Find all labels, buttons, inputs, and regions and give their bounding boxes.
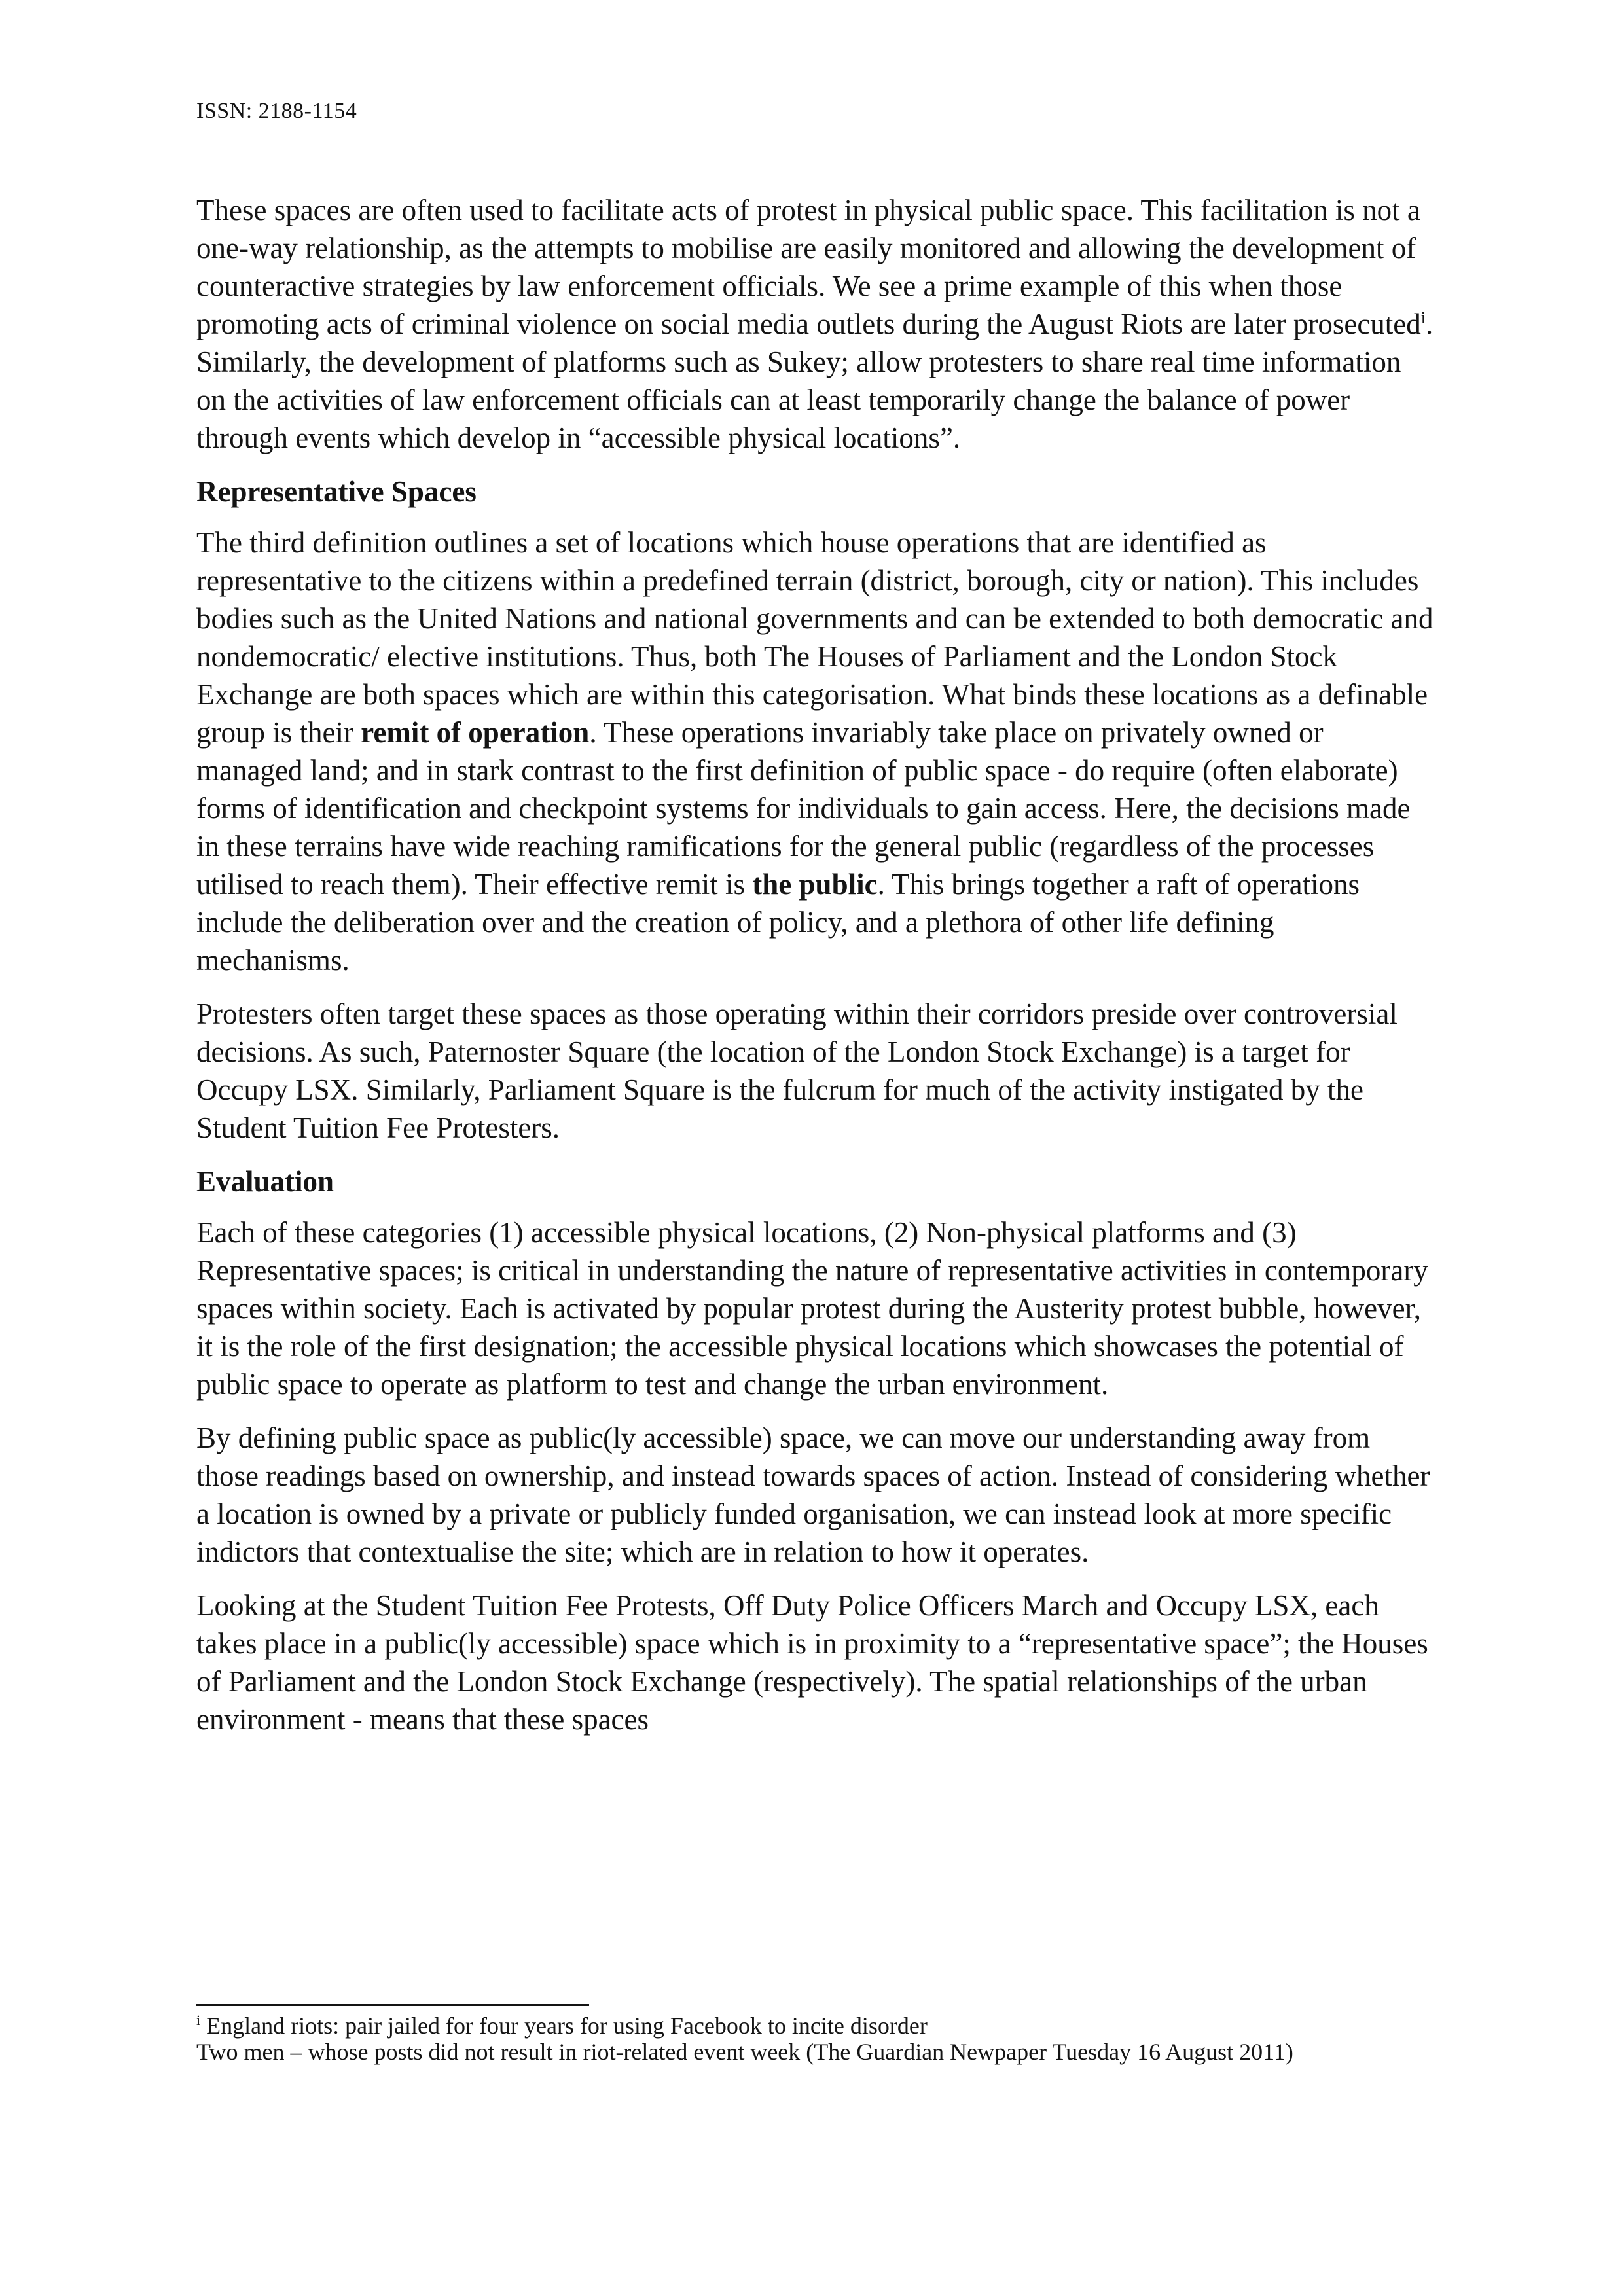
paragraph-text: . This brings together a raft of operations include the deliberation over and the creation of policy, and a plethora of other life defining mechanisms. (196, 868, 1360, 977)
paragraph-categories: Each of these categories (1) accessible physical locations, (2) Non-physical platforms and (3) Representative spaces; is critical in understanding the nature of representative activities in contemporary spaces within society. Each is activated by popular protest during the Austerity protest bubble, however, it is the role of the first designation; the accessible physical locations which showcases the potential of public space to operate as platform to test and change the urban environment. (196, 1216, 1428, 1401)
paragraph-third-definition (196, 524, 1434, 979)
footnote-separator (196, 2004, 589, 2006)
paragraph-text: . Similarly, the development of platforms such as Sukey; allow protesters to share real time information on the activities of law enforcement officials can at least temporarily change the balance of power through events which develop in “accessible physical locations”. (196, 308, 1434, 454)
paragraph-text: These spaces are often used to facilitate acts of protest in physical public space. This facilitation is not a one-way relationship, as the attempts to mobilise are easily monitored and allowing the development of counteractive strategies by law enforcement officials. We see a prime example of this when those promoting acts of criminal violence on social media outlets during the August Riots are later prosecuted (196, 194, 1421, 340)
bold-remit-of-operation: remit of operation (361, 716, 590, 749)
footnote-reference[interactable]: i (1420, 308, 1426, 327)
paragraph-protest-facilitation (196, 191, 1434, 457)
paragraph-text: . These operations invariably take place on privately owned or managed land; and in stark contrast to the first definition of public space - do require (often elaborate) forms of identification and checkpoint systems for individuals to gain access. Here, the decisions made in these terrains have wide reaching ramifications for the general public (regardless of the processes utilised to reach them). Their effective remit is (196, 716, 1411, 901)
main-body (196, 191, 1434, 1754)
bold-the-public: the public (752, 868, 878, 901)
document-page (196, 0, 1440, 2296)
paragraph-public-space-definition: By defining public space as public(ly accessible) space, we can move our understanding away from those readings based on ownership, and instead towards spaces of action. Instead of considering whether a location is owned by a private or publicly funded organisation, we can instead look at more specific indictors that contextualise the site; which are in relation to how it operates. (196, 1422, 1430, 1568)
footnote-line-2: Two men – whose posts did not result in riot-related event week (The Guardian Newpaper Tuesday 16 August 2011) (196, 2039, 1293, 2065)
paragraph-text: The third definition outlines a set of locations which house operations that are identified as representative to the citizens within a predefined terrain (district, borough, city or nation). This includes bodies such as the United Nations and national governments and can be extended to both democratic and nondemocratic/ elective institutions. Thus, both The Houses of Parliament and the London Stock Exchange are both spaces which are within this categorisation. What binds these locations as a definable group is their (196, 526, 1434, 749)
heading-evaluation: Evaluation (196, 1165, 334, 1198)
issn-header: ISSN: 2188-1154 (196, 99, 357, 123)
footnote-text: England riots: pair jailed for four years for using Facebook to incite disorder (200, 2013, 928, 2039)
footnote-line-1 (196, 2013, 1440, 2039)
footnote-marker: i (196, 2012, 201, 2028)
paragraph-protester-targets: Protesters often target these spaces as those operating within their corridors preside over controversial decisions. As such, Paternoster Square (the location of the London Stock Exchange) is a target for Occupy LSX. Similarly, Parliament Square is the fulcrum for much of the activity instigated by the Student Tuition Fee Protesters. (196, 997, 1398, 1144)
paragraph-protest-examples: Looking at the Student Tuition Fee Protests, Off Duty Police Officers March and Occupy LSX, each takes place in a public(ly accessible) space which is in proximity to a “representative space”; the Houses of Parliament and the London Stock Exchange (respectively). The spatial relationships of the urban environment - means that these spaces (196, 1589, 1428, 1736)
heading-representative-spaces: Representative Spaces (196, 475, 477, 508)
footnotes (196, 2013, 1440, 2065)
